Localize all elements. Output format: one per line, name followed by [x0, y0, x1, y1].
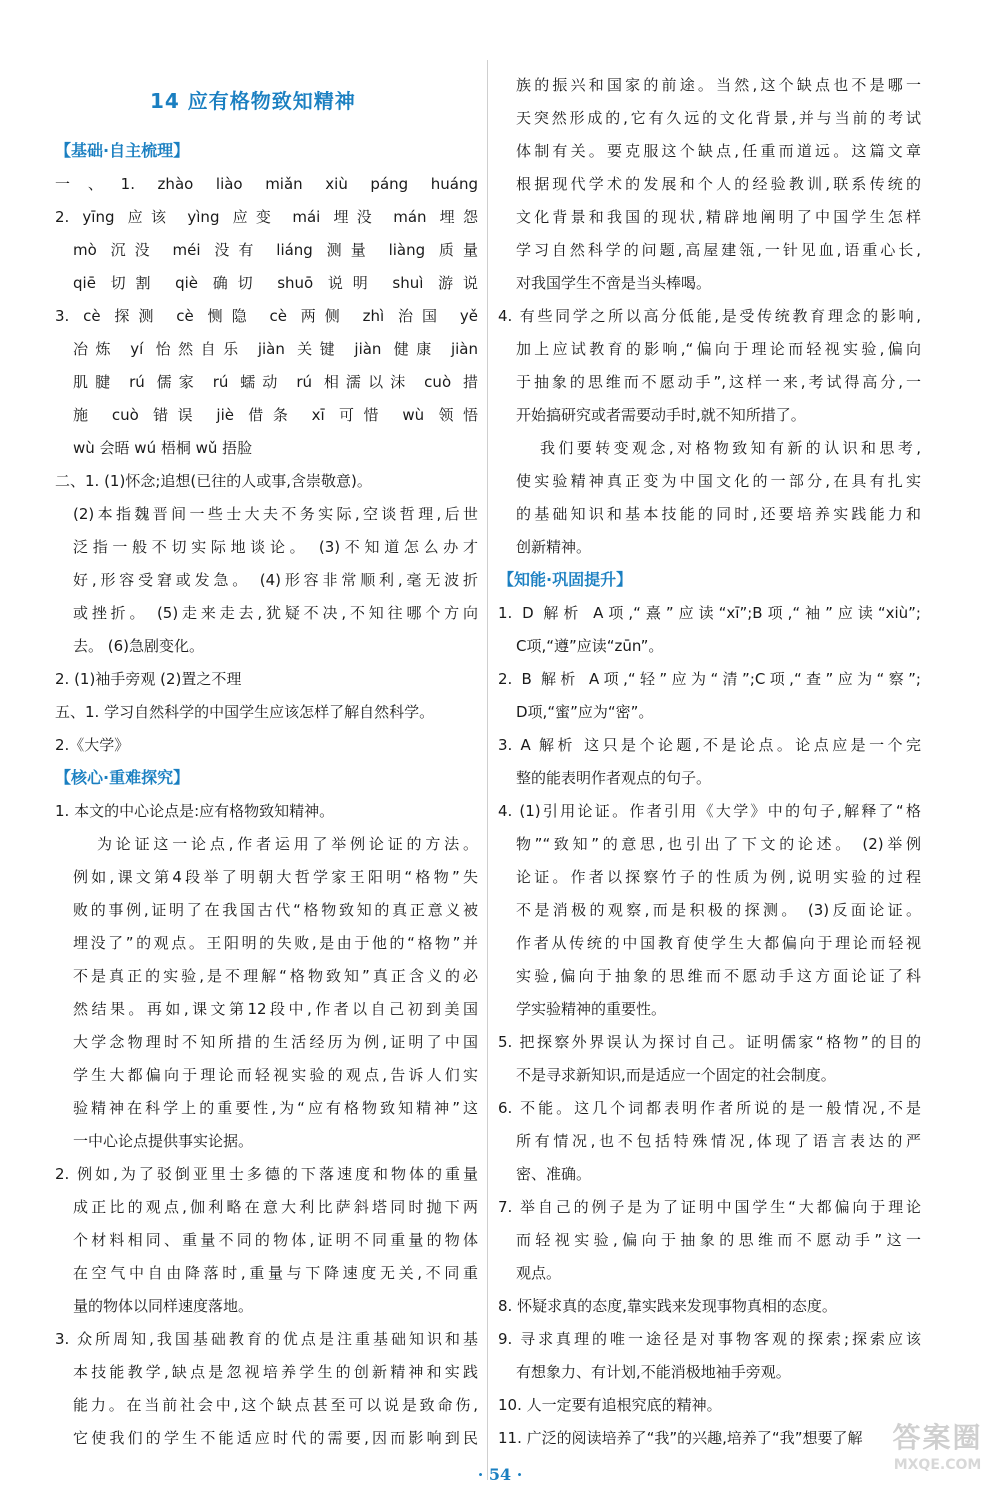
text-line: 学生大都偏向于理论而轻视实验的观点,告诉人们实: [73, 1066, 478, 1084]
text-line: 在空气中自由降落时,重量与下降速度无关,不同重: [73, 1264, 478, 1282]
text-line: 肌腱 rú 儒家 rú 蠕动 rú 相濡以沫 cuò 措: [73, 373, 478, 391]
text-line: 3. 众所周知,我国基础教育的优点是注重基础知识和基: [55, 1330, 478, 1348]
text-line: 创新精神。: [516, 538, 592, 556]
page-number: · 54 ·: [477, 1465, 523, 1484]
text-line: 观点。: [516, 1264, 562, 1282]
text-line: 天突然形成的,它有久远的文化背景,并与当前的考试: [516, 109, 921, 127]
section-heading: 【知能·巩固提升】: [498, 570, 633, 589]
text-line: 不是寻求新知识,而是适应一个固定的社会制度。: [516, 1066, 836, 1084]
text-line: 4. (1)引用论证。作者引用《大学》中的句子,解释了“格: [498, 802, 921, 820]
text-line: 物”“致知”的意思,也引出了下文的论述。 (2)举例: [516, 835, 921, 853]
text-line: 于抽象的思维而不愿动手”,这样一来,考试得高分,一: [516, 373, 921, 391]
watermark-url: MXQE.COM: [893, 1457, 982, 1473]
text-line: 3. A 解析 这只是个论题,不是论点。论点应是一个完: [498, 736, 921, 754]
text-line: 为论证这一论点,作者运用了举例论证的方法。: [97, 835, 478, 853]
text-line: 学实验精神的重要性。: [516, 1000, 667, 1018]
text-line: 学习自然科学的问题,高屋建瓴,一针见血,语重心长,: [516, 241, 921, 259]
text-line: 整的能表明作者观点的句子。: [516, 769, 712, 787]
text-line: 使实验精神真正变为中国文化的一部分,在具有扎实: [516, 472, 921, 490]
text-line: 3. cè 探测 cè 恻隐 cè 两侧 zhì 治国 yě: [55, 307, 478, 325]
text-line: 论证。作者以探察竹子的性质为例,说明实验的过程: [516, 868, 921, 886]
text-line: 个材料相同、重量不同的物体,证明不同重量的物体: [73, 1231, 478, 1249]
text-line: 它使我们的学生不能适应时代的需要,因而影响到民: [73, 1429, 478, 1447]
text-line: 1. D 解析 A项,“熹”应读“xī”;B项,“袖”应读“xiù”;: [498, 604, 921, 622]
text-line: 能力。在当前社会中,这个缺点甚至可以说是致命伤,: [73, 1396, 478, 1414]
text-line: 成正比的观点,伽利略在意大利比萨斜塔同时抛下两: [73, 1198, 478, 1216]
text-line: 量的物体以同样速度落地。: [73, 1297, 254, 1315]
text-line: 体制有关。要克服这个缺点,任重而道远。这篇文章: [516, 142, 921, 160]
text-line: 一、1. zhào liào miǎn xiù páng huáng: [55, 175, 478, 193]
text-line: 本技能教学,缺点是忽视培养学生的创新精神和实践: [73, 1363, 478, 1381]
text-line: 不是消极的观察,而是积极的探测。 (3)反面论证。: [516, 901, 921, 919]
text-line: 密、准确。: [516, 1165, 592, 1183]
text-line: 2. yīng 应该 yìng 应变 mái 埋没 mán 埋怨: [55, 208, 478, 226]
text-line: 埋没了”的观点。王阳明的失败,是由于他的“格物”并: [73, 934, 478, 952]
text-line: 而轻视实验,偏向于抽象的思维而不愿动手”这一: [516, 1231, 921, 1249]
text-line: 不是真正的实验,是不理解“格物致知”真正含义的必: [73, 967, 478, 985]
text-line: 5. 把探察外界误认为探讨自己。证明儒家“格物”的目的: [498, 1033, 921, 1051]
text-line: 开始搞研究或者需要动手时,就不知所措了。: [516, 406, 806, 424]
text-line: 1. 本文的中心论点是:应有格物致知精神。: [55, 802, 335, 820]
text-line: 2.《大学》: [55, 736, 130, 754]
text-line: 4. 有些同学之所以高分低能,是受传统教育理念的影响,: [498, 307, 921, 325]
text-line: 二、1. (1)怀念;追想(已往的人或事,含崇敬意)。: [55, 472, 372, 490]
text-line: mò 沉没 méi 没有 liáng 测量 liàng 质量: [73, 241, 478, 259]
text-line: 的基础知识和基本技能的同时,还要培养实践能力和: [516, 505, 921, 523]
text-line: 大学念物理时不知所措的生活经历为例,证明了中国: [73, 1033, 478, 1051]
text-line: 2. (1)袖手旁观 (2)置之不理: [55, 670, 242, 688]
text-line: 一中心论点提供事实论据。: [73, 1132, 254, 1150]
watermark-text: 答案圈: [892, 1421, 983, 1454]
page-title: 14 应有格物致知精神: [150, 89, 356, 113]
text-line: 然结果。再如,课文第12段中,作者以自己初到美国: [73, 1000, 478, 1018]
text-line: 实验,偏向于抽象的思维而不愿动手这方面论证了科: [516, 967, 921, 985]
text-line: 去。 (6)急剧变化。: [73, 637, 205, 655]
text-line: 作者从传统的中国教育使学生大都偏向于理论而轻视: [516, 934, 921, 952]
text-line: 2. B 解析 A项,“轻”应为“清”;C项,“查”应为“察”;: [498, 670, 921, 688]
text-line: 对我国学生不啻是当头棒喝。: [516, 274, 712, 292]
text-line: 加上应试教育的影响,“偏向于理论而轻视实验,偏向: [516, 340, 921, 358]
text-line: 10. 人一定要有追根究底的精神。: [498, 1396, 722, 1414]
text-line: 8. 怀疑求真的态度,靠实践来发现事物真相的态度。: [498, 1297, 837, 1315]
text-line: 我们要转变观念,对格物致知有新的认识和思考,: [540, 439, 921, 457]
section-heading: 【核心·重难探究】: [55, 768, 190, 787]
text-line: 族的振兴和国家的前途。当然,这个缺点也不是哪一: [516, 76, 921, 94]
text-line: 有想象力、有计划,不能消极地袖手旁观。: [516, 1363, 791, 1381]
text-line: 2. 例如,为了驳倒亚里士多德的下落速度和物体的重量: [55, 1165, 478, 1183]
text-line: (2)本指魏晋间一些士大夫不务实际,空谈哲理,后世: [73, 505, 478, 523]
watermark-logo: [880, 1420, 995, 1500]
text-line: 9. 寻求真理的唯一途径是对事物客观的探索;探索应该: [498, 1330, 921, 1348]
text-line: 好,形容受窘或发急。 (4)形容非常顺利,毫无波折: [73, 571, 478, 589]
text-line: qiē 切割 qiè 确切 shuō 说明 shuì 游说: [73, 274, 478, 292]
text-line: 6. 不能。这几个词都表明作者所说的是一般情况,不是: [498, 1099, 921, 1117]
text-line: 所有情况,也不包括特殊情况,体现了语言表达的严: [516, 1132, 921, 1150]
text-line: 五、1. 学习自然科学的中国学生应该怎样了解自然科学。: [55, 703, 435, 721]
text-line: 败的事例,证明了在我国古代“格物致知的真正意义被: [73, 901, 478, 919]
text-line: 冶炼 yí 怡然自乐 jiàn 关键 jiàn 健康 jiàn: [73, 340, 478, 358]
text-line: 或挫折。 (5)走来走去,犹疑不决,不知往哪个方向: [73, 604, 478, 622]
text-line: C项,“遵”应读“zūn”。: [516, 637, 664, 655]
section-heading: 【基础·自主梳理】: [55, 141, 190, 160]
text-line: 施 cuò 错误 jiè 借条 xī 可惜 wù 领悟: [73, 406, 478, 424]
text-line: 泛指一般不切实际地谈论。 (3)不知道怎么办才: [73, 538, 478, 556]
text-line: 根据现代学术的发展和个人的经验教训,联系传统的: [516, 175, 921, 193]
text-line: wù 会晤 wú 梧桐 wǔ 捂脸: [73, 439, 253, 457]
text-line: 11. 广泛的阅读培养了“我”的兴趣,培养了“我”想要了解: [498, 1429, 863, 1447]
text-line: 验精神在科学上的重要性,为“应有格物致知精神”这: [73, 1099, 478, 1117]
text-line: 例如,课文第4段举了明朝大哲学家王阳明“格物”失: [73, 868, 478, 886]
column-divider: [487, 60, 488, 1480]
text-line: 文化背景和我国的现状,精辟地阐明了中国学生怎样: [516, 208, 921, 226]
text-line: 7. 举自己的例子是为了证明中国学生“大都偏向于理论: [498, 1198, 921, 1216]
text-line: D项,“蜜”应为“密”。: [516, 703, 654, 721]
